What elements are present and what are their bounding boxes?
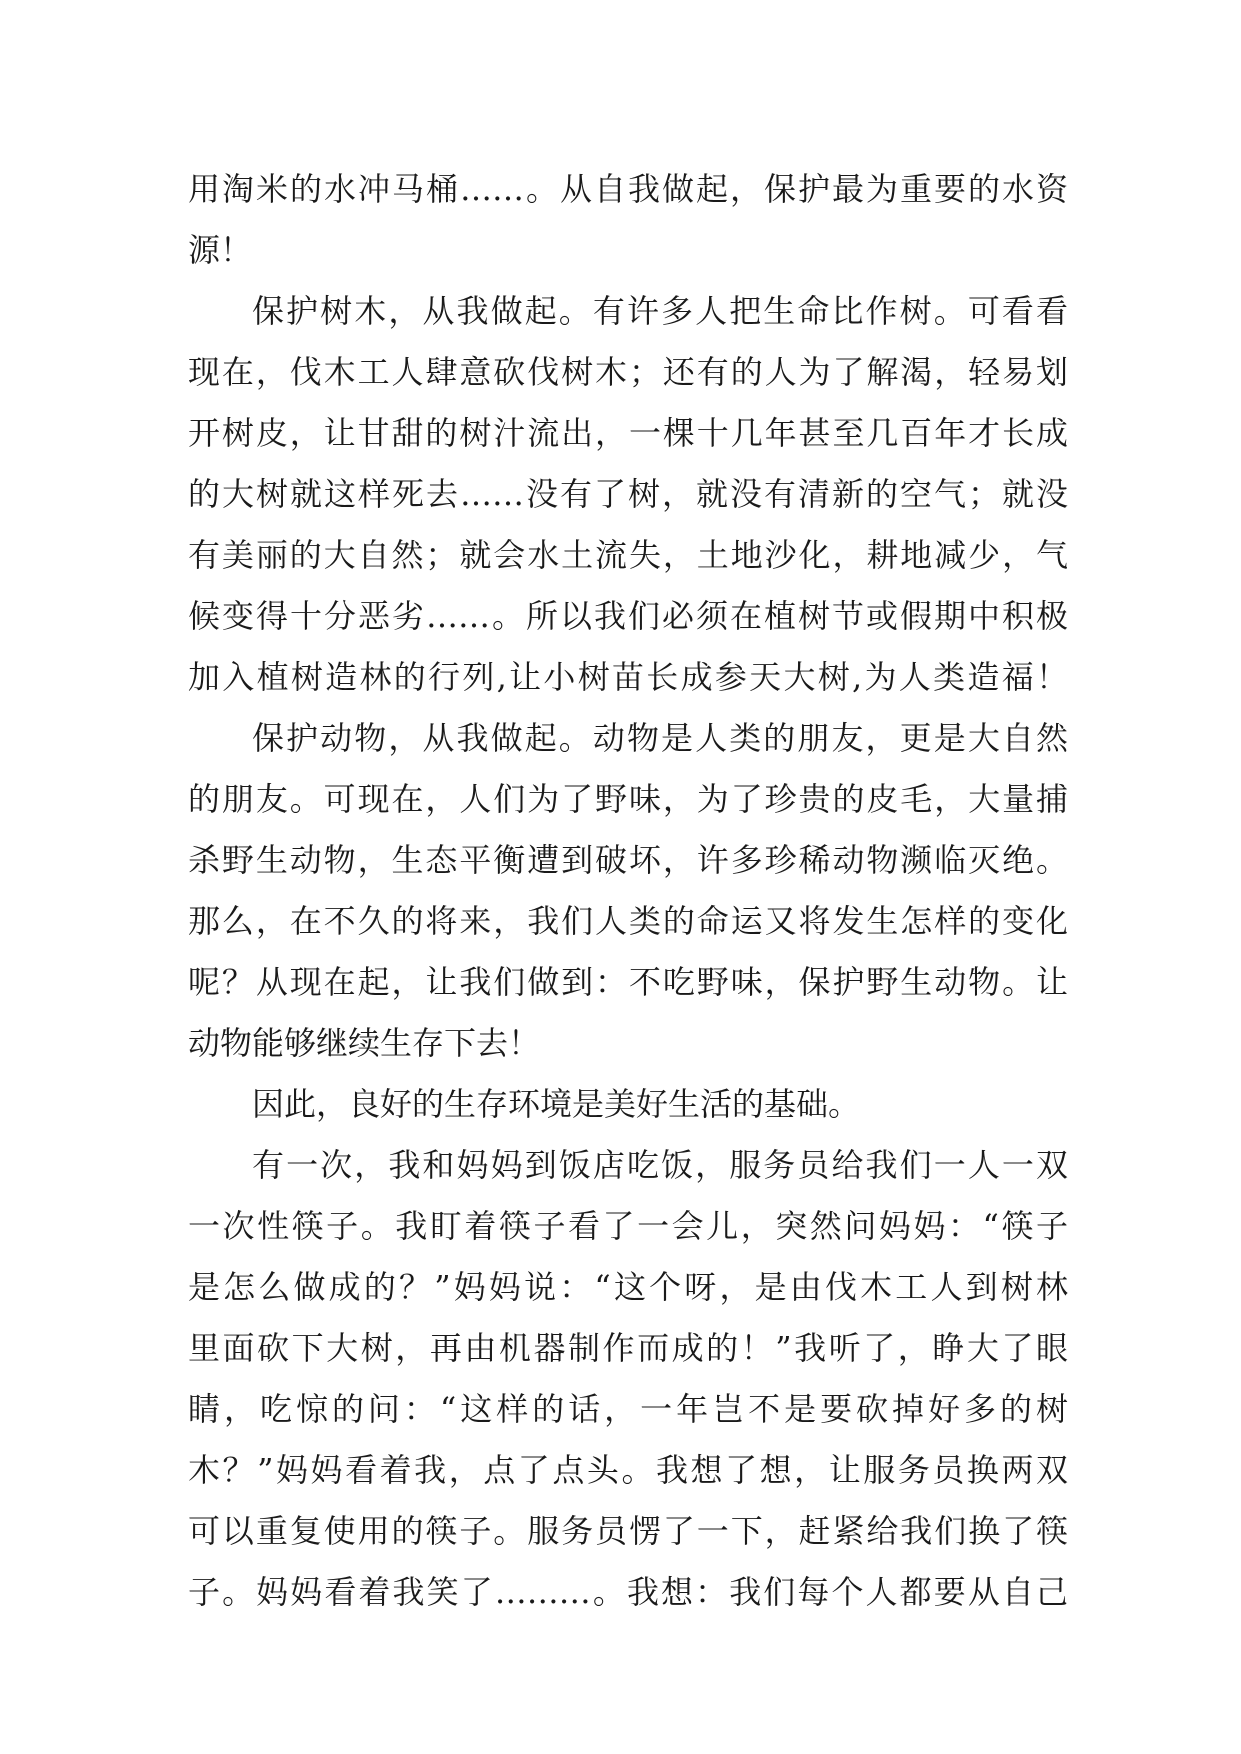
text-line: 用淘米的水冲马桶……。从自我做起，保护最为重要的水资 (188, 170, 1068, 208)
text-line: 保护动物，从我做起。动物是人类的朋友，更是大自然 (252, 719, 1068, 757)
text-line: 有美丽的大自然；就会水土流失，土地沙化，耕地减少，气 (188, 536, 1068, 574)
text-line: 一次性筷子。我盯着筷子看了一会儿，突然问妈妈：“筷子 (188, 1207, 1068, 1245)
text-line: 里面砍下大树，再由机器制作而成的！”我听了，睁大了眼 (188, 1329, 1068, 1367)
text-line: 现在，伐木工人肆意砍伐树木；还有的人为了解渴，轻易划 (188, 353, 1068, 391)
text-line: 可以重复使用的筷子。服务员愣了一下，赶紧给我们换了筷 (188, 1512, 1068, 1550)
text-line: 有一次，我和妈妈到饭店吃饭，服务员给我们一人一双 (252, 1146, 1068, 1184)
text-line: 杀野生动物，生态平衡遭到破坏，许多珍稀动物濒临灭绝。 (188, 841, 1068, 879)
text-line: 加入植树造林的行列,让小树苗长成参天大树,为人类造福！ (188, 658, 1068, 696)
text-line: 因此，良好的生存环境是美好生活的基础。 (252, 1085, 861, 1123)
text-line: 的朋友。可现在，人们为了野味，为了珍贵的皮毛，大量捕 (188, 780, 1068, 818)
text-line: 木？”妈妈看着我，点了点头。我想了想，让服务员换两双 (188, 1451, 1068, 1489)
text-line: 子。妈妈看着我笑了………。我想：我们每个人都要从自己 (188, 1573, 1068, 1611)
text-line: 的大树就这样死去……没有了树，就没有清新的空气；就没 (188, 475, 1068, 513)
text-line: 开树皮，让甘甜的树汁流出，一棵十几年甚至几百年才长成 (188, 414, 1068, 452)
text-line: 那么，在不久的将来，我们人类的命运又将发生怎样的变化 (188, 902, 1068, 940)
text-line: 源！ (188, 231, 253, 269)
text-line: 保护树木，从我做起。有许多人把生命比作树。可看看 (252, 292, 1068, 330)
text-line: 候变得十分恶劣……。所以我们必须在植树节或假期中积极 (188, 597, 1068, 635)
text-line: 呢？从现在起，让我们做到：不吃野味，保护野生动物。让 (188, 963, 1068, 1001)
text-line: 是怎么做成的？”妈妈说：“这个呀，是由伐木工人到树林 (188, 1268, 1068, 1306)
text-line: 动物能够继续生存下去！ (188, 1024, 541, 1062)
text-line: 睛，吃惊的问：“这样的话，一年岂不是要砍掉好多的树 (188, 1390, 1068, 1428)
